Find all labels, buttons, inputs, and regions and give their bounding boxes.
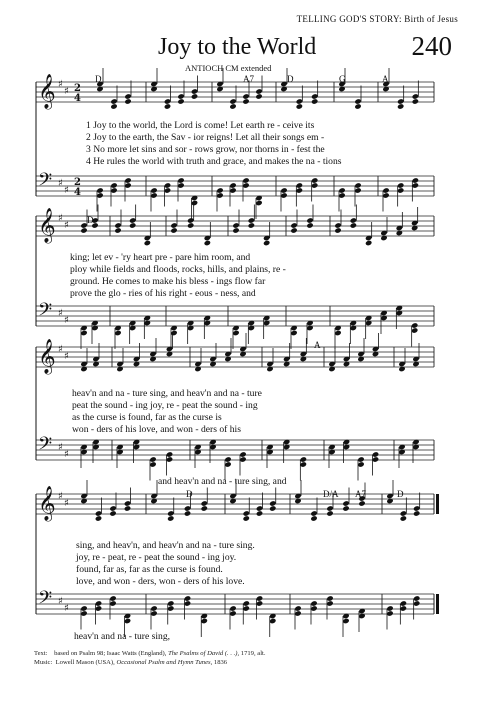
lyric-line: heav'n and na - ture sing, and heav'n and na - ture (72, 388, 262, 399)
music-credit (34, 659, 227, 666)
note-head (224, 456, 231, 462)
chord-symbol: A7 (243, 74, 254, 84)
treble-clef-icon: 𝄞 (38, 486, 56, 521)
lyric-line: king; let ev - 'ry heart pre - pare him room, and (70, 252, 251, 263)
note-head (150, 605, 157, 611)
note-head (187, 217, 194, 223)
note-head (167, 600, 174, 606)
lyric-line: love, and won - ders, won - ders of his love. (76, 576, 245, 587)
treble-clef-icon: 𝄞 (38, 74, 56, 109)
note-head (310, 510, 317, 516)
note-head (310, 600, 317, 606)
note-head (372, 456, 379, 462)
note-head (342, 505, 349, 511)
note-head (310, 605, 317, 611)
note-head (411, 322, 418, 328)
note-head (372, 451, 379, 457)
bass-clef-icon: 𝄢 (38, 588, 53, 613)
note-head (397, 187, 404, 193)
section-header: TELLING GOD'S STORY: Birth of Jesus (296, 14, 458, 24)
note-head (338, 187, 345, 193)
text-credit-label: Text: (34, 650, 48, 657)
note-head (256, 510, 263, 516)
note-head (110, 187, 117, 193)
note-head (350, 217, 357, 223)
note-head (311, 98, 318, 104)
sharp-icon: ♯ (64, 315, 69, 326)
note-head (243, 600, 250, 606)
note-head (95, 510, 102, 516)
note-head (232, 227, 239, 233)
sharp-icon: ♯ (64, 603, 69, 614)
note-head (412, 93, 419, 99)
text-credit-tail: 1719, alt. (240, 650, 266, 657)
sharp-icon: ♯ (64, 220, 69, 231)
note-head (334, 227, 341, 233)
note-head (124, 98, 131, 104)
note-head (96, 192, 103, 198)
note-head (296, 103, 303, 109)
note-head (357, 461, 364, 467)
note-head (191, 93, 198, 99)
note-head (357, 456, 364, 462)
note-head (326, 595, 333, 601)
time-signature: 2 (74, 83, 81, 94)
bass-clef-icon: 𝄢 (38, 300, 53, 325)
note-head (129, 217, 136, 223)
lyric-line: won - ders of his love, and won - ders of his (72, 424, 241, 435)
lyric-line: prove the glo - ries of his right - eous - ness, and (70, 288, 256, 299)
chord-symbol: A7 (355, 489, 366, 499)
note-head (216, 187, 223, 193)
note-head (280, 192, 287, 198)
note-head (243, 515, 250, 521)
lyric-line: 1 Joy to the world, the Lord is come! Let earth re - ceive its (86, 120, 315, 131)
note-head (201, 505, 208, 511)
final-bar-line (436, 594, 439, 614)
note-head (354, 182, 361, 188)
chord-symbol: D (87, 215, 94, 225)
note-head (255, 93, 262, 99)
note-head (334, 330, 341, 336)
sharp-icon: ♯ (64, 351, 69, 362)
note-head (191, 200, 198, 206)
note-head (187, 222, 194, 228)
music-credit-source: Occasional Psalm and Hymn Tunes, (116, 659, 213, 666)
note-head (239, 456, 246, 462)
bass-clef-icon: 𝄢 (38, 170, 53, 195)
chord-symbol: A (314, 340, 321, 350)
note-head (400, 515, 407, 521)
note-head (242, 98, 249, 104)
note-head (170, 330, 177, 336)
note-head (150, 610, 157, 616)
note-head (124, 505, 131, 511)
note-head (204, 240, 211, 246)
note-head (150, 192, 157, 198)
note-head (242, 177, 249, 183)
note-head (80, 610, 87, 616)
note-head (354, 98, 361, 104)
lyric-line: peat the sound - ing joy, re - peat the sound - ing (72, 400, 258, 411)
sharp-icon: ♯ (64, 449, 69, 460)
note-head (184, 510, 191, 516)
note-head (255, 88, 262, 94)
note-head (124, 500, 131, 506)
lyric-line: ground. He comes to make his bless - ings flow far (70, 276, 266, 287)
note-head (124, 182, 131, 188)
note-head (311, 93, 318, 99)
note-head (164, 182, 171, 188)
text-credit-source: The Psalms of David (. . .), (168, 650, 240, 657)
chord-symbol: D (186, 489, 193, 499)
chord-symbol: D (95, 74, 102, 84)
note-head (326, 600, 333, 606)
note-head (397, 98, 404, 104)
note-head (397, 103, 404, 109)
note-head (296, 182, 303, 188)
note-head (201, 618, 208, 624)
note-head (382, 187, 389, 193)
note-head (326, 510, 333, 516)
note-head (166, 451, 173, 457)
note-head (358, 500, 365, 506)
note-head (300, 461, 307, 467)
chord-symbol: D/A (323, 489, 339, 499)
note-head (242, 93, 249, 99)
note-head (306, 217, 313, 223)
note-head (290, 222, 297, 228)
note-head (164, 98, 171, 104)
note-head (109, 595, 116, 601)
note-head (269, 500, 276, 506)
note-head (114, 227, 121, 233)
lyric-line: 2 Joy to the earth, the Sav - ior reigns! Let all their songs em - (86, 132, 325, 143)
note-head (164, 103, 171, 109)
lyric-line: sing, and heav'n, and heav'n and na - ture sing. (76, 540, 255, 551)
note-head (80, 330, 87, 336)
note-head (412, 182, 419, 188)
note-head (311, 182, 318, 188)
note-head (243, 510, 250, 516)
note-head (411, 327, 418, 333)
note-head (342, 500, 349, 506)
sharp-icon: ♯ (58, 442, 63, 453)
note-head (124, 618, 131, 624)
note-head (184, 600, 191, 606)
final-bar-line (436, 494, 439, 514)
note-head (229, 187, 236, 193)
note-head (109, 510, 116, 516)
note-head (311, 177, 318, 183)
music-credit-line: Lowell Mason (USA), (55, 659, 115, 666)
note-head (166, 456, 173, 462)
chord-symbol: D (397, 489, 404, 499)
music-credit-label: Music: (34, 659, 53, 666)
bass-lyric-line: and heav'n and na - ture sing, and (158, 476, 287, 487)
note-head (382, 192, 389, 198)
note-head (80, 605, 87, 611)
note-head (124, 177, 131, 183)
note-head (95, 600, 102, 606)
note-head (338, 192, 345, 198)
note-head (191, 88, 198, 94)
lyric-line: joy, re - peat, re - peat the sound - ing joy. (76, 552, 237, 563)
text-credit (34, 650, 266, 657)
note-head (256, 595, 263, 601)
note-head (177, 98, 184, 104)
time-signature: 4 (74, 187, 81, 198)
note-head (412, 98, 419, 104)
note-head (242, 182, 249, 188)
note-head (294, 610, 301, 616)
note-head (184, 505, 191, 511)
lyric-line: as the curse is found, far as the curse is (72, 412, 222, 423)
note-head (269, 618, 276, 624)
note-head (326, 505, 333, 511)
sharp-icon: ♯ (64, 498, 69, 509)
note-head (170, 227, 177, 233)
note-head (232, 330, 239, 336)
hymn-number: 240 (411, 31, 452, 61)
note-head (177, 177, 184, 183)
note-head (129, 222, 136, 228)
note-head (167, 510, 174, 516)
note-head (400, 600, 407, 606)
text-credit-line: based on Psalm 98; Isaac Watts (England), (54, 650, 167, 657)
note-head (256, 505, 263, 511)
note-head (109, 600, 116, 606)
note-head (110, 182, 117, 188)
note-head (342, 618, 349, 624)
note-head (248, 217, 255, 223)
note-head (243, 605, 250, 611)
tune-name: ANTIOCH CM extended (185, 63, 272, 73)
note-head (201, 500, 208, 506)
note-head (224, 461, 231, 467)
note-head (124, 93, 131, 99)
note-head (177, 182, 184, 188)
sharp-icon: ♯ (58, 596, 63, 607)
note-head (294, 605, 301, 611)
note-head (144, 240, 151, 246)
note-head (256, 600, 263, 606)
note-head (110, 98, 117, 104)
lyric-line: found, far as, far as the curse is found. (76, 564, 223, 575)
chord-symbol: A (382, 74, 389, 84)
sharp-icon: ♯ (58, 344, 63, 355)
sharp-icon: ♯ (58, 178, 63, 189)
note-head (95, 605, 102, 611)
lyric-line: 4 He rules the world with truth and grace, and makes the na - tions (86, 156, 342, 167)
treble-clef-icon: 𝄞 (38, 339, 56, 374)
note-head (167, 605, 174, 611)
bass-clef-icon: 𝄢 (38, 434, 53, 459)
note-head (114, 222, 121, 228)
note-head (149, 456, 156, 462)
lyric-line: ploy while fields and floods, rocks, hills, and plains, re - (70, 264, 286, 275)
note-head (290, 227, 297, 233)
bass-lyric-line: heav'n and na - ture sing, (74, 631, 171, 642)
lyric-line: 3 No more let sins and sor - rows grow, nor thorns in - fest the (86, 144, 325, 155)
note-head (365, 240, 372, 246)
sharp-icon: ♯ (58, 491, 63, 502)
note-head (306, 222, 313, 228)
note-head (177, 93, 184, 99)
note-head (255, 200, 262, 206)
note-head (296, 98, 303, 104)
chord-symbol: D (287, 74, 294, 84)
note-head (150, 187, 157, 193)
note-head (184, 595, 191, 601)
note-head (296, 187, 303, 193)
note-head (413, 595, 420, 601)
note-head (229, 103, 236, 109)
note-head (269, 505, 276, 511)
note-head (300, 456, 307, 462)
note-head (354, 187, 361, 193)
note-head (350, 222, 357, 228)
sharp-icon: ♯ (58, 308, 63, 319)
note-head (239, 451, 246, 457)
note-head (170, 222, 177, 228)
note-head (413, 510, 420, 516)
note-head (263, 240, 270, 246)
note-head (310, 515, 317, 521)
note-head (164, 187, 171, 193)
sharp-icon: ♯ (64, 185, 69, 196)
note-head (334, 222, 341, 228)
time-signature: 4 (74, 93, 81, 104)
note-head (290, 330, 297, 336)
note-head (413, 600, 420, 606)
note-head (229, 605, 236, 611)
note-head (386, 605, 393, 611)
note-head (229, 98, 236, 104)
note-head (110, 103, 117, 109)
note-head (280, 187, 287, 193)
note-head (109, 505, 116, 511)
hymn-title: Joy to the World (158, 34, 317, 60)
note-head (216, 192, 223, 198)
note-head (248, 222, 255, 228)
note-head (397, 182, 404, 188)
note-head (167, 515, 174, 521)
time-signature: 2 (74, 177, 81, 188)
note-head (400, 510, 407, 516)
sharp-icon: ♯ (64, 86, 69, 97)
note-head (229, 610, 236, 616)
note-head (96, 187, 103, 193)
note-head (412, 177, 419, 183)
chord-symbol: G (339, 74, 346, 84)
note-head (149, 461, 156, 467)
music-credit-tail: 1836 (213, 659, 228, 666)
note-head (354, 103, 361, 109)
note-head (95, 515, 102, 521)
note-head (413, 505, 420, 511)
sharp-icon: ♯ (58, 79, 63, 90)
note-head (114, 330, 121, 336)
treble-clef-icon: 𝄞 (38, 208, 56, 243)
note-head (400, 605, 407, 611)
note-head (80, 227, 87, 233)
sharp-icon: ♯ (58, 213, 63, 224)
note-head (232, 222, 239, 228)
note-head (386, 610, 393, 616)
note-head (229, 182, 236, 188)
